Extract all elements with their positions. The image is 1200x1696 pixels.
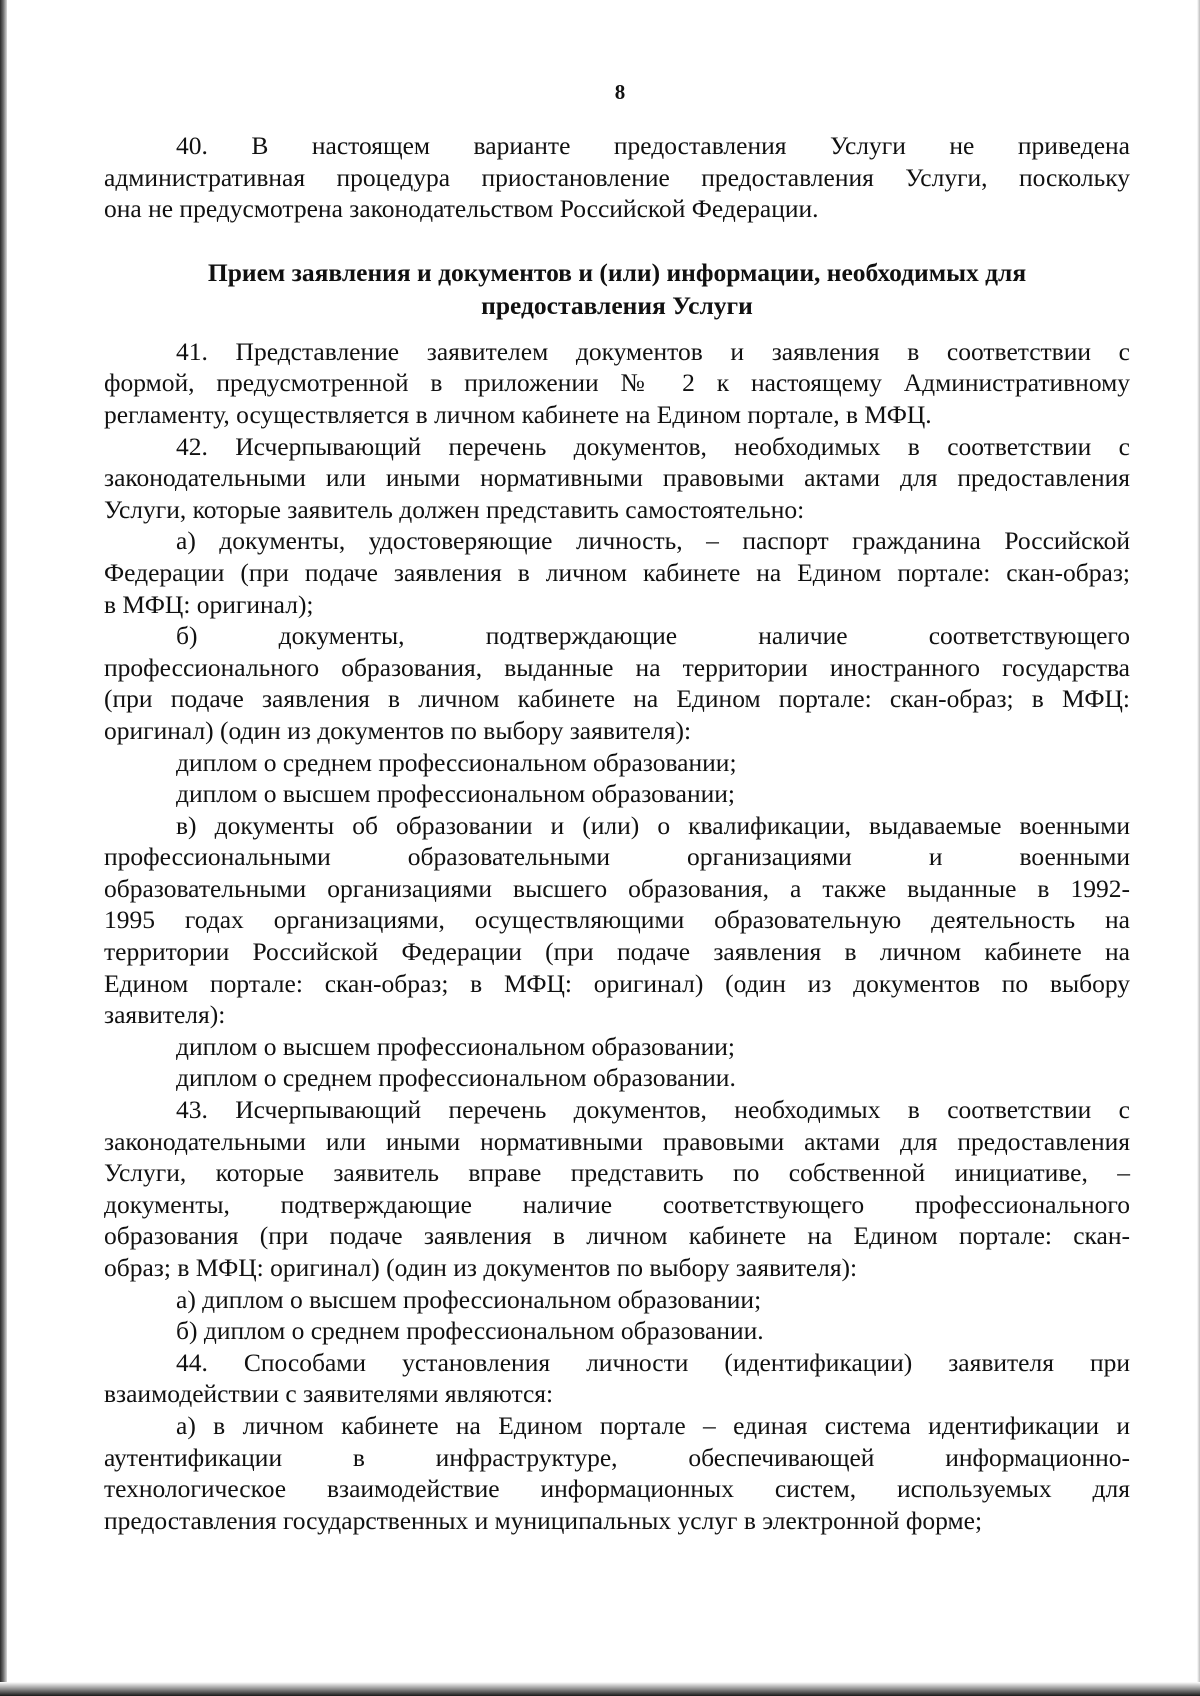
text-line: она не предусмотрена законодательством Российской Федерации.: [104, 194, 819, 224]
heading-line-1: Прием заявления и документов и (или) информации, необходимых для: [207, 257, 1027, 287]
text-line: профессионального образования, выданные на территории иностранного государства: [104, 652, 1130, 682]
list-item: диплом о высшем профессиональном образовании;: [176, 779, 735, 809]
paragraph-43: [104, 1094, 1130, 1347]
text-line: профессиональными образовательными организациями и военными: [104, 842, 1130, 872]
text-line: 1995 годах организациями, осуществляющими образовательную деятельность на: [104, 905, 1130, 935]
text-line: территории Российской Федерации (при подаче заявления в личном кабинете на: [104, 937, 1130, 967]
text-line: Федерации (при подаче заявления в личном кабинете на Едином портале: скан-образ;: [104, 557, 1130, 587]
scan-edge-bottom: [0, 1682, 1200, 1696]
text-line: предоставления государственных и муниципальных услуг в электронной форме;: [104, 1505, 983, 1535]
spacer: [104, 225, 1130, 256]
text-line: 41. Представление заявителем документов и заявления в соответствии с: [176, 336, 1130, 366]
paragraph-40: [104, 130, 1130, 225]
text-line: технологическое взаимодействие информационных систем, используемых для: [104, 1474, 1130, 1504]
text-line: 43. Исчерпывающий перечень документов, необходимых в соответствии с: [176, 1095, 1130, 1125]
text-line: законодательными или иными нормативными правовыми актами для предоставления: [104, 463, 1130, 493]
text-line: Услуги, которые заявитель должен представить самостоятельно:: [104, 494, 805, 524]
section-heading: [104, 256, 1130, 322]
text-line: документы, подтверждающие наличие соответствующего профессионального: [104, 1189, 1130, 1219]
text-line: в МФЦ: оригинал);: [104, 589, 314, 619]
text-line: 44. Способами установления личности (идентификации) заявителя при: [176, 1347, 1130, 1377]
text-line: б) документы, подтверждающие наличие соответствующего: [176, 621, 1130, 651]
document-body: [104, 130, 1130, 1536]
text-line: образования (при подаче заявления в личном кабинете на Едином портале: скан-: [104, 1221, 1130, 1251]
text-line: регламенту, осуществляется в личном кабинете на Едином портале, в МФЦ.: [104, 399, 932, 429]
text-line: административная процедура приостановление предоставления Услуги, поскольку: [104, 162, 1130, 192]
list-item: а) диплом о высшем профессиональном образовании;: [176, 1284, 762, 1314]
text-line: аутентификации в инфраструктуре, обеспечивающей информационно-: [104, 1442, 1130, 1472]
text-line: формой, предусмотренной в приложении № 2 к настоящему Административному: [104, 368, 1130, 398]
text-line: а) в личном кабинете на Едином портале – единая система идентификации и: [176, 1410, 1130, 1440]
list-item: б) диплом о среднем профессиональном образовании.: [176, 1316, 764, 1346]
scan-edge-left: [0, 0, 7, 1696]
text-line: законодательными или иными нормативными правовыми актами для предоставления: [104, 1126, 1130, 1156]
text-line: в) документы об образовании и (или) о квалификации, выдаваемые военными: [176, 810, 1130, 840]
text-line: образовательными организациями высшего образования, а также выданные в 1992-: [104, 873, 1130, 903]
text-line: Едином портале: скан-образ; в МФЦ: оригинал) (один из документов по выбору: [104, 968, 1130, 998]
text-line: взаимодействии с заявителями являются:: [104, 1379, 554, 1409]
text-line: Услуги, которые заявитель вправе представить по собственной инициативе, –: [104, 1158, 1130, 1188]
paragraph-42a: [104, 525, 1130, 620]
paragraph-41: [104, 336, 1130, 431]
paragraph-44: [104, 1347, 1130, 1410]
paragraph-42b: [104, 620, 1130, 810]
list-item: диплом о среднем профессиональном образовании.: [176, 1063, 736, 1093]
page-number: 8: [614, 80, 626, 104]
paragraph-44a: [104, 1410, 1130, 1536]
text-line: 40. В настоящем варианте предоставления Услуги не приведена: [176, 131, 1130, 160]
text-line: 42. Исчерпывающий перечень документов, необходимых в соответствии с: [176, 431, 1130, 461]
paragraph-42c: [104, 810, 1130, 1094]
text-line: а) документы, удостоверяющие личность, – паспорт гражданина Российской: [176, 526, 1130, 556]
paragraph-42: [104, 431, 1130, 526]
text-line: заявителя):: [104, 1000, 226, 1030]
text-line: образ; в МФЦ: оригинал) (один из документов по выбору заявителя):: [104, 1253, 858, 1282]
spacer: [104, 322, 1130, 336]
list-item: диплом о среднем профессиональном образовании;: [176, 747, 737, 777]
text-line: (при подаче заявления в личном кабинете на Едином портале: скан-образ; в МФЦ:: [104, 684, 1130, 714]
heading-line-2: предоставления Услуги: [481, 290, 753, 320]
text-line: оригинал) (один из документов по выбору заявителя):: [104, 715, 692, 745]
list-item: диплом о высшем профессиональном образовании;: [176, 1031, 735, 1061]
